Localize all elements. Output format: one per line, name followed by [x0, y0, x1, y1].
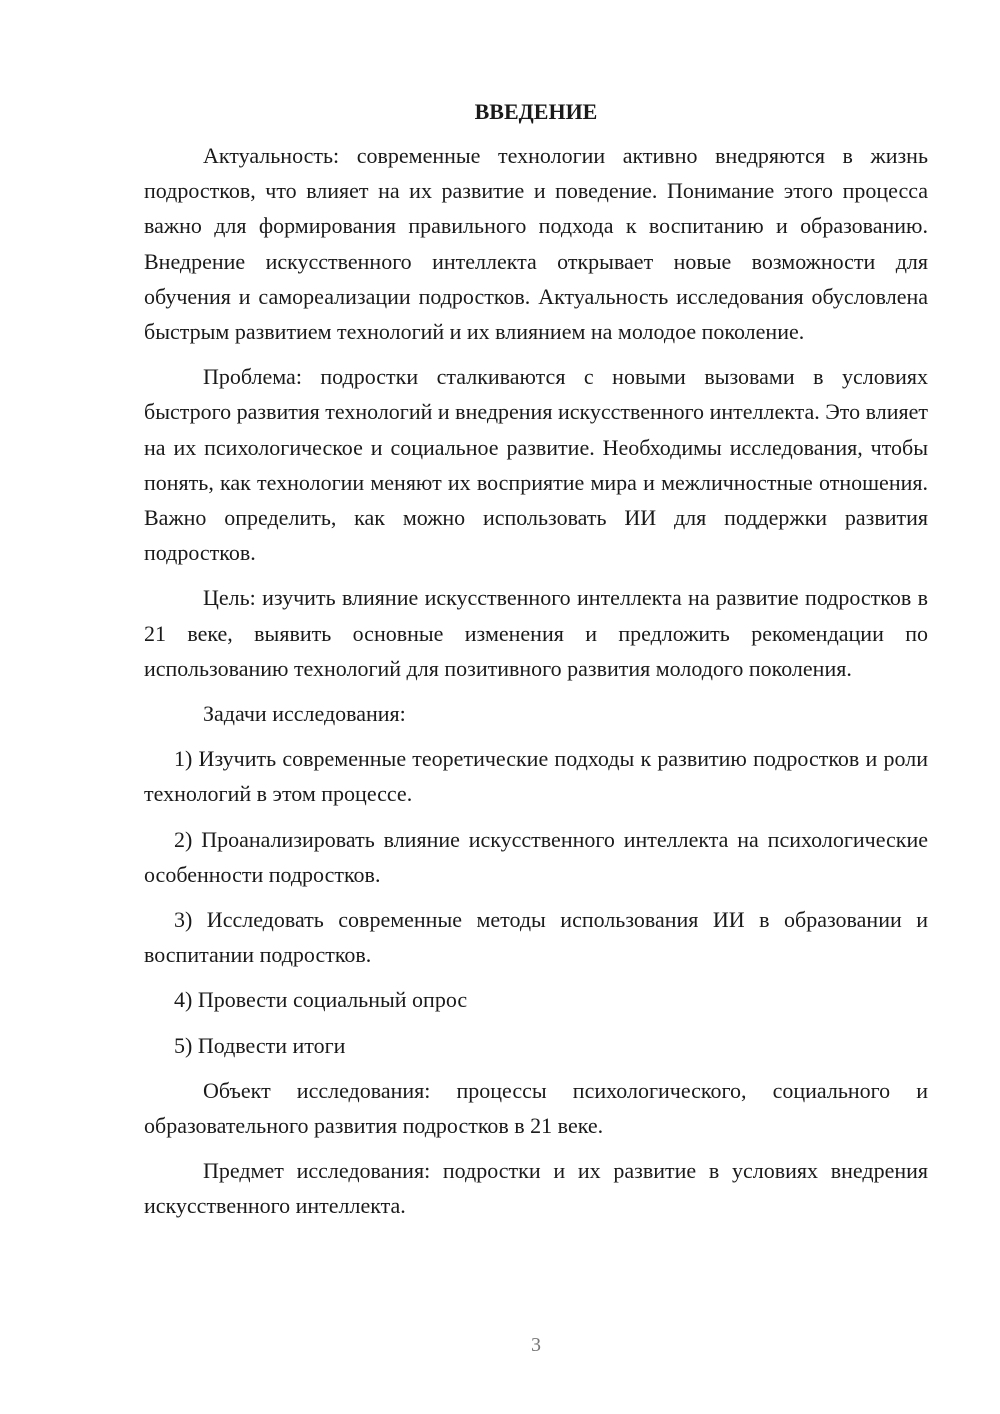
- task-item: 1) Изучить современные теоретические подходы к развитию подростков и роли технологий в этом процессе.: [144, 746, 928, 807]
- tasks-heading: Задачи исследования:: [203, 701, 406, 727]
- task-item: 3) Исследовать современные методы использования ИИ в образовании и воспитании подростков.: [144, 907, 928, 968]
- problem-paragraph: Проблема: подростки сталкиваются с новыми вызовами в условиях быстрого развития технологий и внедрения искусственного интеллекта. Это влияет на их психологическое и социальное развитие. Необходимы исследования, чтобы понять, как технологии меняют их восприятие мира и межличностные отношения. Важно определить, как можно использовать ИИ для поддержки развития подростков.: [144, 364, 928, 566]
- page-content: [144, 92, 928, 1234]
- subject-paragraph: Предмет исследования: подростки и их развитие в условиях внедрения искусственного интеллекта.: [144, 1158, 928, 1219]
- task-item: 2) Проанализировать влияние искусственного интеллекта на психологические особенности подростков.: [144, 826, 928, 887]
- object-paragraph: Объект исследования: процессы психологического, социального и образовательного развития подростков в 21 веке.: [144, 1077, 928, 1139]
- goal-paragraph: Цель: изучить влияние искусственного интеллекта на развитие подростков в 21 веке, выявить основные изменения и предложить рекомендации по использованию технологий для позитивного развития молодого поколения.: [144, 585, 928, 681]
- section-title: ВВЕДЕНИЕ: [474, 99, 598, 124]
- relevance-paragraph: Актуальность: современные технологии активно внедряются в жизнь подростков, что влияет на их развитие и поведение. Понимание этого процесса важно для формирования правильного подхода к воспитанию и образованию. Внедрение искусственного интеллекта открывает новые возможности для обучения и самореализации подростков. Актуальность исследования обусловлена быстрым развитием технологий и их влиянием на молодое поколение.: [144, 143, 928, 345]
- task-item: 4) Провести социальный опрос: [174, 987, 468, 1013]
- page-number: 3: [531, 1334, 541, 1356]
- tasks-list: [144, 741, 928, 1063]
- task-item: 5) Подвести итоги: [174, 1032, 346, 1058]
